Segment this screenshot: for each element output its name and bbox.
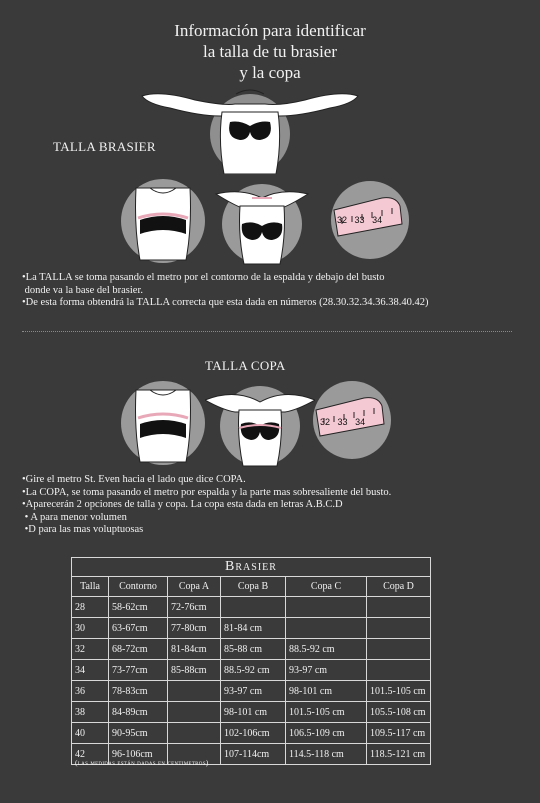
table-row <box>72 702 431 723</box>
measurement-cell <box>367 618 431 639</box>
table-row <box>72 639 431 660</box>
measurement-cell <box>168 681 221 702</box>
measurement-cell: 58-62cm <box>109 597 168 618</box>
measurement-cell: 88.5-92 cm <box>221 660 286 681</box>
measurement-cell: 118.5-121 cm <box>367 744 431 765</box>
section-label-talla-copa: TALLA COPA <box>205 358 286 373</box>
measurement-cell: 107-114cm <box>221 744 286 765</box>
measurement-cell: 90-95cm <box>109 723 168 744</box>
measurement-cell: 96-106cm <box>109 744 168 765</box>
measurement-cell: 81-84 cm <box>221 618 286 639</box>
measurement-cell <box>168 723 221 744</box>
instruction-line: •La TALLA se toma pasando el metro por el contorno de la espalda y debajo del busto <box>22 272 385 283</box>
instruction-line: •Gire el metro St. Even hacia el lado que dice COPA. <box>22 474 246 485</box>
measurement-cell <box>367 639 431 660</box>
tape-number: 32 <box>337 215 348 225</box>
tape-number: 32 <box>320 417 331 427</box>
measurement-cell: 93-97 cm <box>286 660 367 681</box>
measurement-cell <box>367 660 431 681</box>
measurement-cell: 63-67cm <box>109 618 168 639</box>
size-cell: 38 <box>72 702 109 723</box>
copa-front-measure-illustration <box>205 382 315 468</box>
column-header: Copa A <box>168 577 221 597</box>
table-row <box>72 681 431 702</box>
instruction-line: •D para las mas voluptuosas <box>22 524 144 535</box>
measurement-cell <box>168 702 221 723</box>
measurement-cell: 73-77cm <box>109 660 168 681</box>
size-cell: 36 <box>72 681 109 702</box>
measurement-cell <box>221 597 286 618</box>
measurement-cell: 98-101 cm <box>221 702 286 723</box>
measurement-cell: 101.5-105 cm <box>367 681 431 702</box>
measurement-cell <box>286 618 367 639</box>
size-cell: 42 <box>72 744 109 765</box>
measurement-cell: 101.5-105 cm <box>286 702 367 723</box>
measurement-cell: 105.5-108 cm <box>367 702 431 723</box>
measurement-cell: 85-88 cm <box>221 639 286 660</box>
measurement-cell: 72-76cm <box>168 597 221 618</box>
arms-outstretched-illustration <box>140 82 360 174</box>
section-divider <box>22 331 512 332</box>
table-caption: Brasier <box>72 558 431 577</box>
measurement-cell: 88.5-92 cm <box>286 639 367 660</box>
measurement-cell: 106.5-109 cm <box>286 723 367 744</box>
measurement-cell: 109.5-117 cm <box>367 723 431 744</box>
title-line-2: la talla de tu brasier <box>202 42 338 61</box>
table-body <box>72 597 431 765</box>
size-cell: 40 <box>72 723 109 744</box>
tape-number: 34 <box>355 417 366 427</box>
copa-tape-numbers <box>320 417 365 427</box>
measurement-cell: 81-84cm <box>168 639 221 660</box>
measurement-cell <box>286 597 367 618</box>
instruction-line: •De esta forma obtendrá la TALLA correcta que esta dada en números (28.30.32.34.36.38.40.42) <box>22 297 429 308</box>
title-line-3: y la copa <box>239 63 301 82</box>
table-row <box>72 723 431 744</box>
column-header: Copa B <box>221 577 286 597</box>
page-title <box>0 20 540 83</box>
measurement-cell: 84-89cm <box>109 702 168 723</box>
measurement-cell: 114.5-118 cm <box>286 744 367 765</box>
table-row <box>72 660 431 681</box>
table-row <box>72 597 431 618</box>
instruction-line: donde va la base del brasier. <box>22 284 143 296</box>
size-cell: 28 <box>72 597 109 618</box>
column-header: Contorno <box>109 577 168 597</box>
section-label-talla-brasier: TALLA BRASIER <box>53 139 156 154</box>
tape-number: 33 <box>354 215 365 225</box>
column-header: Copa D <box>367 577 431 597</box>
measurement-cell: 78-83cm <box>109 681 168 702</box>
table-row <box>72 618 431 639</box>
measurement-cell <box>367 597 431 618</box>
brasier-front-measure-illustration <box>212 180 312 266</box>
measurement-cell: 102-106cm <box>221 723 286 744</box>
copa-back-measure-illustration <box>120 380 206 466</box>
title-line-1: Información para identificar <box>174 21 366 40</box>
measurement-cell: 68-72cm <box>109 639 168 660</box>
talla-copa-instructions <box>22 474 391 537</box>
instruction-line: •La COPA, se toma pasando el metro por espalda y la parte mas sobresaliente del busto. <box>22 486 392 498</box>
size-cell: 30 <box>72 618 109 639</box>
talla-brasier-instructions <box>22 272 428 310</box>
tape-number: 34 <box>372 215 383 225</box>
table-header-row <box>72 577 431 597</box>
table-note: (las medidas están dadas en centimetros) <box>75 758 209 767</box>
tape-number: 33 <box>337 417 348 427</box>
size-table <box>71 557 431 765</box>
brasier-tape-numbers <box>337 215 382 225</box>
measurement-cell: 85-88cm <box>168 660 221 681</box>
measurement-cell: 77-80cm <box>168 618 221 639</box>
size-cell: 34 <box>72 660 109 681</box>
measurement-cell: 93-97 cm <box>221 681 286 702</box>
size-table-container <box>71 557 431 765</box>
size-cell: 32 <box>72 639 109 660</box>
column-header: Copa C <box>286 577 367 597</box>
instruction-line: •Aparecerán 2 opciones de talla y copa. La copa esta dada en letras A.B.C.D <box>22 499 343 510</box>
measurement-cell: 98-101 cm <box>286 681 367 702</box>
instruction-line: • A para menor volumen <box>22 511 127 523</box>
brasier-back-measure-illustration <box>120 178 206 264</box>
column-header: Talla <box>72 577 109 597</box>
